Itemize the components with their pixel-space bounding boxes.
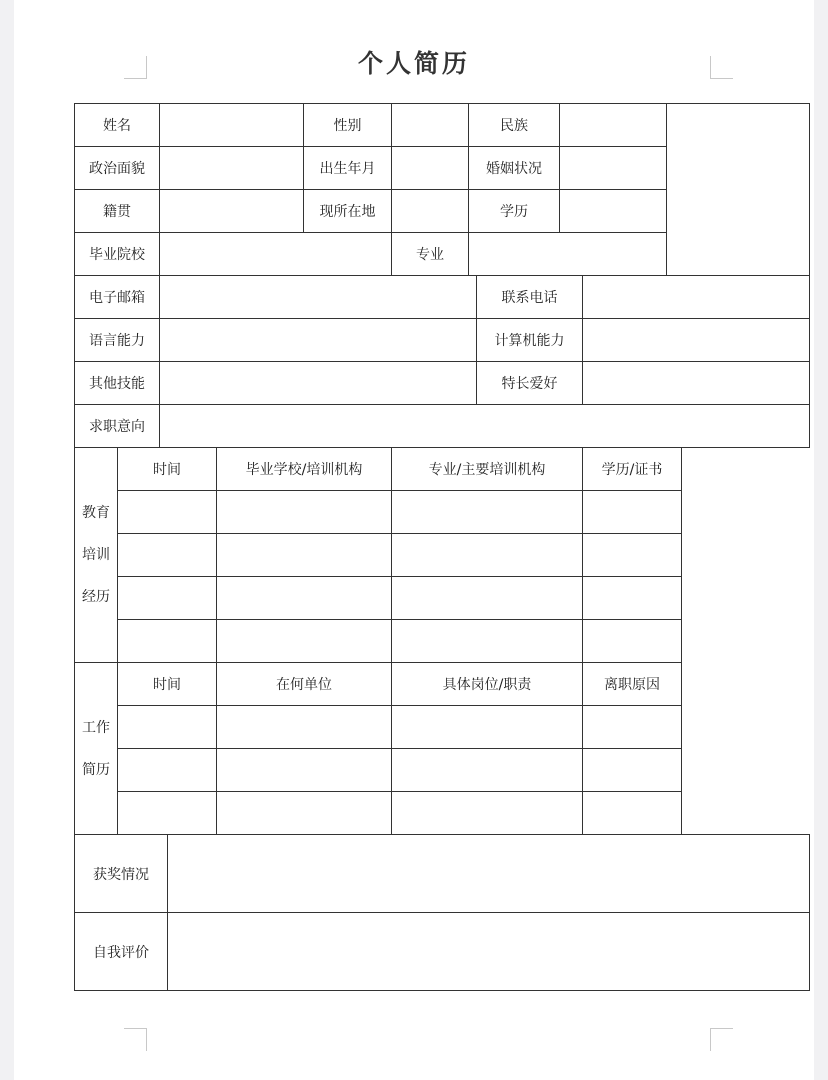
awards-label: 获奖情况 <box>75 835 168 913</box>
page-margin-mark <box>124 1028 147 1051</box>
job-intention-label: 求职意向 <box>75 405 160 448</box>
edu-school-cell[interactable] <box>217 534 392 577</box>
edu-major-cell[interactable] <box>392 577 583 620</box>
page-title: 个人简历 <box>357 49 470 78</box>
graduated-school-label: 毕业院校 <box>75 233 160 276</box>
work-company-header: 在何单位 <box>217 663 392 706</box>
job-intention-input[interactable] <box>160 405 810 448</box>
work-time-header: 时间 <box>118 663 217 706</box>
resume-form-table <box>74 103 810 991</box>
edu-time-cell[interactable] <box>118 491 217 534</box>
edu-time-header: 时间 <box>118 448 217 491</box>
work-time-cell[interactable] <box>118 792 217 835</box>
native-place-input[interactable] <box>160 190 304 233</box>
work-company-cell[interactable] <box>217 749 392 792</box>
hobbies-input[interactable] <box>583 362 810 405</box>
work-position-cell[interactable] <box>392 706 583 749</box>
edu-major-cell[interactable] <box>392 620 583 663</box>
computer-skill-input[interactable] <box>583 319 810 362</box>
work-time-cell[interactable] <box>118 749 217 792</box>
marital-status-label: 婚姻状况 <box>469 147 560 190</box>
gender-input[interactable] <box>392 104 469 147</box>
edu-time-cell[interactable] <box>118 534 217 577</box>
native-place-label: 籍贯 <box>75 190 160 233</box>
edu-degree-cell[interactable] <box>583 577 682 620</box>
work-company-cell[interactable] <box>217 792 392 835</box>
edu-school-cell[interactable] <box>217 620 392 663</box>
work-company-cell[interactable] <box>217 706 392 749</box>
work-position-cell[interactable] <box>392 749 583 792</box>
gender-label: 性别 <box>304 104 392 147</box>
edu-time-cell[interactable] <box>118 620 217 663</box>
work-time-cell[interactable] <box>118 706 217 749</box>
current-location-input[interactable] <box>392 190 469 233</box>
computer-skill-label: 计算机能力 <box>477 319 583 362</box>
education-label: 学历 <box>469 190 560 233</box>
edu-degree-cell[interactable] <box>583 534 682 577</box>
page-margin-mark <box>710 1028 733 1051</box>
birth-date-label: 出生年月 <box>304 147 392 190</box>
language-label: 语言能力 <box>75 319 160 362</box>
self-evaluation-input[interactable] <box>168 913 810 991</box>
major-label: 专业 <box>392 233 469 276</box>
work-leave-reason-cell[interactable] <box>583 706 682 749</box>
edu-degree-header: 学历/证书 <box>583 448 682 491</box>
work-position-header: 具体岗位/职责 <box>392 663 583 706</box>
graduated-school-input[interactable] <box>160 233 392 276</box>
major-input[interactable] <box>469 233 667 276</box>
edu-school-cell[interactable] <box>217 491 392 534</box>
education-section-label: 教育 培训 经历 <box>75 448 118 663</box>
other-skills-label: 其他技能 <box>75 362 160 405</box>
work-leave-reason-cell[interactable] <box>583 792 682 835</box>
edu-degree-cell[interactable] <box>583 620 682 663</box>
photo-box[interactable] <box>667 104 810 276</box>
other-skills-input[interactable] <box>160 362 477 405</box>
work-section-label: 工作 简历 <box>75 663 118 835</box>
work-position-cell[interactable] <box>392 792 583 835</box>
name-input[interactable] <box>160 104 304 147</box>
edu-major-cell[interactable] <box>392 534 583 577</box>
ethnicity-input[interactable] <box>560 104 667 147</box>
work-leave-reason-header: 离职原因 <box>583 663 682 706</box>
edu-degree-cell[interactable] <box>583 491 682 534</box>
name-label: 姓名 <box>75 104 160 147</box>
phone-label: 联系电话 <box>477 276 583 319</box>
edu-school-cell[interactable] <box>217 577 392 620</box>
birth-date-input[interactable] <box>392 147 469 190</box>
current-location-label: 现所在地 <box>304 190 392 233</box>
edu-major-header: 专业/主要培训机构 <box>392 448 583 491</box>
self-evaluation-label: 自我评价 <box>75 913 168 991</box>
edu-major-cell[interactable] <box>392 491 583 534</box>
hobbies-label: 特长爱好 <box>477 362 583 405</box>
work-leave-reason-cell[interactable] <box>583 749 682 792</box>
email-input[interactable] <box>160 276 477 319</box>
email-label: 电子邮箱 <box>75 276 160 319</box>
edu-time-cell[interactable] <box>118 577 217 620</box>
marital-status-input[interactable] <box>560 147 667 190</box>
edu-school-header: 毕业学校/培训机构 <box>217 448 392 491</box>
education-input[interactable] <box>560 190 667 233</box>
awards-input[interactable] <box>168 835 810 913</box>
ethnicity-label: 民族 <box>469 104 560 147</box>
political-status-label: 政治面貌 <box>75 147 160 190</box>
language-input[interactable] <box>160 319 477 362</box>
political-status-input[interactable] <box>160 147 304 190</box>
phone-input[interactable] <box>583 276 810 319</box>
